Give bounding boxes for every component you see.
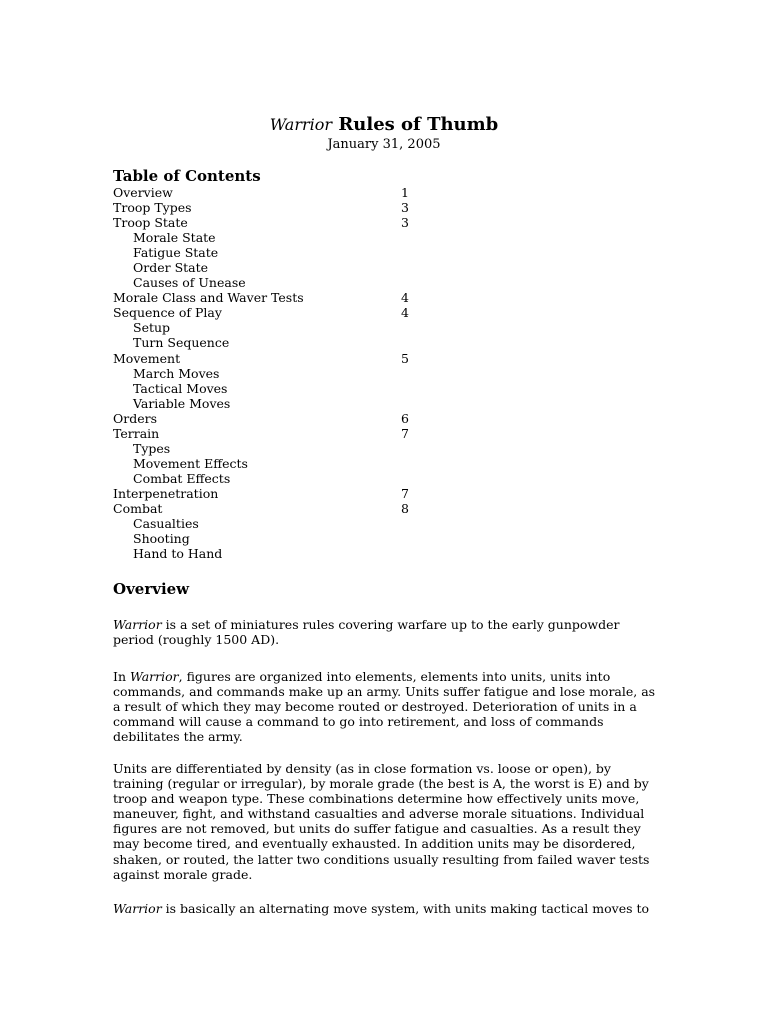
toc-entry[interactable] (113, 501, 433, 516)
toc-entry-label: Tactical Moves (133, 380, 228, 396)
toc-entry-label: Hand to Hand (133, 546, 223, 562)
toc-page-number: 8 (401, 500, 409, 516)
toc-page-number: 3 (401, 200, 409, 216)
warrior-italic: Warrior (129, 669, 179, 684)
overview-paragraph-1 (113, 617, 658, 647)
toc-entry[interactable] (113, 305, 433, 320)
toc-entry-label: Troop Types (113, 200, 192, 216)
toc-subentry[interactable] (113, 396, 433, 411)
toc-subentry[interactable] (113, 471, 433, 486)
toc-entry[interactable] (113, 486, 433, 501)
toc-entry-label: Terrain (113, 425, 160, 441)
toc-entry-label: Overview (113, 185, 173, 200)
paragraph-text: is basically an alternating move system, with units making tactical moves to (161, 901, 650, 916)
toc-entry-label: Morale Class and Waver Tests (113, 290, 304, 306)
toc-subentry[interactable] (113, 456, 433, 471)
title-italic-word: Warrior (269, 115, 333, 134)
paragraph-text: is a set of miniatures rules covering warfare up to the early gunpowder period (roughly 1500 AD). (113, 617, 620, 648)
toc-entry-label: Morale State (133, 230, 216, 246)
toc-page-number: 4 (401, 305, 409, 321)
toc-subentry[interactable] (113, 531, 433, 546)
toc-entry-label: Types (133, 440, 171, 456)
toc-entry-label: March Moves (133, 365, 220, 381)
toc-entry-label: Orders (113, 410, 158, 426)
toc-entry-label: Shooting (133, 531, 190, 547)
toc-page-number: 7 (401, 425, 409, 441)
toc-entry-label: Turn Sequence (133, 335, 230, 351)
warrior-italic: Warrior (113, 901, 162, 916)
toc-subentry[interactable] (113, 245, 433, 260)
toc-subentry[interactable] (113, 275, 433, 290)
toc-entry-label: Troop State (113, 215, 188, 231)
toc-entry[interactable] (113, 200, 433, 215)
toc-entry-label: Interpenetration (113, 485, 219, 501)
title-text: Rules of Thumb (338, 114, 499, 135)
toc-entry-label: Movement (113, 350, 181, 366)
toc-page-number: 5 (401, 350, 409, 366)
toc-entry-label: Combat Effects (133, 470, 231, 486)
toc-entry-label: Movement Effects (133, 455, 248, 471)
toc-page-number: 7 (401, 485, 409, 501)
paragraph-text: , figures are organized into elements, elements into units, units into commands, and commands make up an army. Units suffer fatigue and lose morale, as a result of which they may become routed or destroyed. Deterioration of units in a command will cause a command to go into retirement, and loss of commands debilitates the army. (113, 669, 656, 745)
toc-entry[interactable] (113, 185, 433, 200)
warrior-italic: Warrior (113, 617, 162, 632)
toc-page-number: 1 (401, 185, 409, 200)
paragraph-text-prefix: In (113, 669, 130, 684)
toc-subentry[interactable] (113, 366, 433, 381)
toc-subentry[interactable] (113, 230, 433, 245)
toc-subentry[interactable] (113, 546, 433, 561)
toc-entry[interactable] (113, 215, 433, 230)
toc-entry[interactable] (113, 351, 433, 366)
toc-entry-label: Sequence of Play (113, 305, 222, 321)
overview-paragraph-4 (113, 901, 658, 916)
toc-page-number: 6 (401, 410, 409, 426)
toc-subentry[interactable] (113, 335, 433, 350)
toc-entry-label: Order State (133, 260, 209, 276)
toc-entry-label: Fatigue State (133, 245, 219, 261)
toc-subentry[interactable] (113, 381, 433, 396)
toc-entry[interactable] (113, 290, 433, 305)
toc-page-number: 4 (401, 290, 409, 306)
document-title (0, 114, 768, 136)
toc-heading: Table of Contents (113, 167, 261, 185)
toc-subentry[interactable] (113, 260, 433, 275)
toc-subentry[interactable] (113, 320, 433, 335)
toc-entry[interactable] (113, 411, 433, 426)
document-date: January 31, 2005 (327, 137, 441, 152)
toc-entry-label: Combat (113, 500, 163, 516)
overview-paragraph-2 (113, 669, 658, 744)
toc-entry[interactable] (113, 426, 433, 441)
toc-entry-label: Variable Moves (133, 395, 231, 411)
overview-heading: Overview (113, 580, 190, 598)
toc-subentry[interactable] (113, 516, 433, 531)
overview-paragraph-3 (113, 761, 658, 882)
toc-page-number: 3 (401, 215, 409, 231)
toc-entry-label: Causes of Unease (133, 275, 246, 291)
table-of-contents (113, 185, 433, 561)
paragraph-text: Units are differentiated by density (as in close formation vs. loose or open), by training (regular or irregular), by morale grade (the best is A, the worst is E) and by troop and weapon type. These combinations determine how effectively units move, maneuver, fight, and withstand casualties and adverse morale situations. Individual figures are not removed, but units do suffer fatigue and casualties. As a result they may become tired, and eventually exhausted. In addition units may be disordered, shaken, or routed, the latter two conditions usually resulting from failed waver tests against morale grade. (113, 761, 650, 882)
toc-subentry[interactable] (113, 441, 433, 456)
toc-entry-label: Casualties (133, 516, 199, 532)
toc-entry-label: Setup (133, 320, 171, 336)
